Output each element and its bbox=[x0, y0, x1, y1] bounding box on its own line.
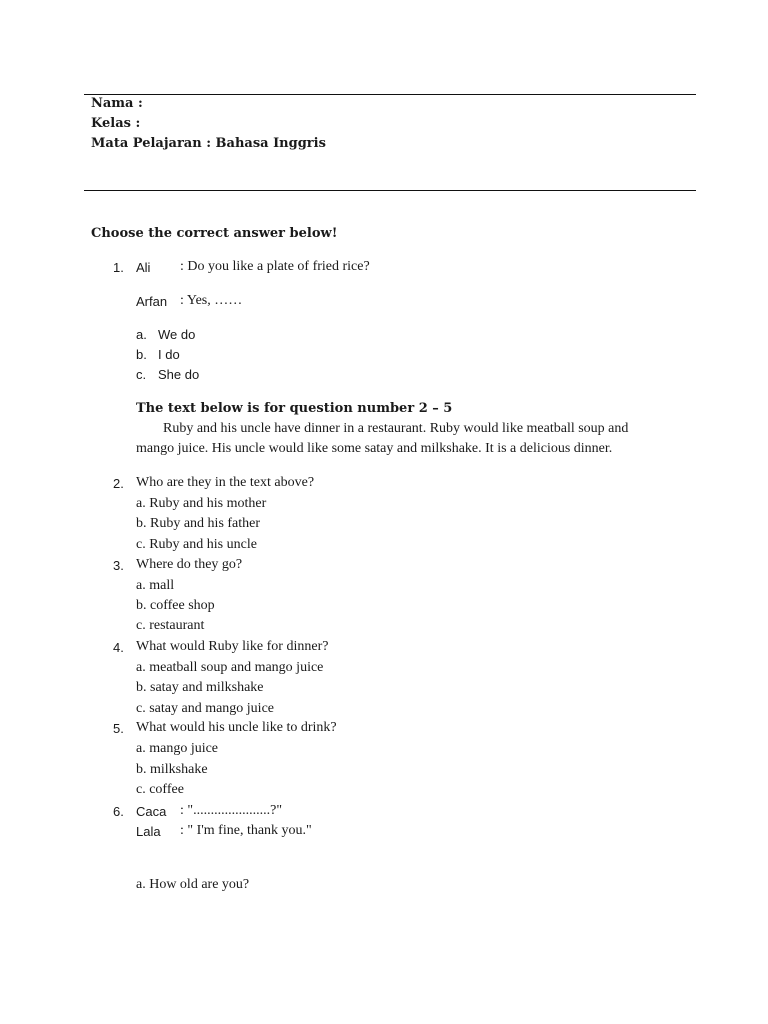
question-number: 4. bbox=[113, 640, 124, 655]
answer-option: a. How old are you? bbox=[136, 877, 250, 892]
answer-option: c. satay and mango juice bbox=[136, 701, 275, 716]
question-number: 1. bbox=[113, 260, 124, 275]
speaker-name: Lala bbox=[136, 824, 161, 839]
answer-option: c. Ruby and his uncle bbox=[136, 537, 257, 552]
answer-option: a. meatball soup and mango juice bbox=[136, 660, 324, 675]
speaker-name: Arfan bbox=[136, 294, 168, 309]
subject-field-label: Mata Pelajaran : Bahasa Inggris bbox=[91, 136, 326, 151]
answer-option: b. coffee shop bbox=[136, 598, 215, 613]
answer-option: a. Ruby and his mother bbox=[136, 496, 267, 511]
dialogue-line: : " I'm fine, thank you." bbox=[180, 823, 312, 838]
class-field-label: Kelas : bbox=[91, 116, 141, 131]
instruction: Choose the correct answer below! bbox=[91, 226, 338, 241]
option-letter: c. bbox=[136, 367, 147, 382]
answer-option: b. Ruby and his father bbox=[136, 516, 261, 531]
speaker-name: Ali bbox=[136, 260, 151, 275]
answer-option: c. coffee bbox=[136, 782, 184, 797]
question-text: Who are they in the text above? bbox=[136, 475, 315, 490]
answer-option: c. restaurant bbox=[136, 618, 205, 633]
answer-option: b. satay and milkshake bbox=[136, 680, 264, 695]
name-field-label: Nama : bbox=[91, 96, 143, 111]
option-letter: a. bbox=[136, 327, 147, 342]
passage-text: Ruby and his uncle have dinner in a restaurant. Ruby would like meatball soup and bbox=[163, 421, 629, 436]
question-text: What would Ruby like for dinner? bbox=[136, 639, 329, 654]
question-number: 6. bbox=[113, 804, 124, 819]
answer-option: a. mall bbox=[136, 578, 175, 593]
option-text: I do bbox=[158, 347, 180, 362]
bottom-rule bbox=[84, 190, 696, 191]
dialogue-line: : Do you like a plate of fried rice? bbox=[180, 259, 370, 274]
question-text: What would his uncle like to drink? bbox=[136, 720, 337, 735]
option-text: She do bbox=[158, 367, 200, 382]
answer-option: a. mango juice bbox=[136, 741, 219, 756]
option-letter: b. bbox=[136, 347, 147, 362]
passage-text: mango juice. His uncle would like some satay and milkshake. It is a delicious dinner. bbox=[136, 441, 613, 456]
option-text: We do bbox=[158, 327, 196, 342]
question-number: 5. bbox=[113, 721, 124, 736]
question-number: 3. bbox=[113, 558, 124, 573]
passage-title: The text below is for question number 2 – 5 bbox=[136, 401, 453, 416]
answer-option: b. milkshake bbox=[136, 762, 208, 777]
question-number: 2. bbox=[113, 476, 124, 491]
dialogue-line: : Yes, …… bbox=[180, 293, 243, 308]
speaker-name: Caca bbox=[136, 804, 167, 819]
question-text: Where do they go? bbox=[136, 557, 243, 572]
dialogue-line: : "......................?" bbox=[180, 803, 283, 818]
top-rule bbox=[84, 94, 696, 95]
